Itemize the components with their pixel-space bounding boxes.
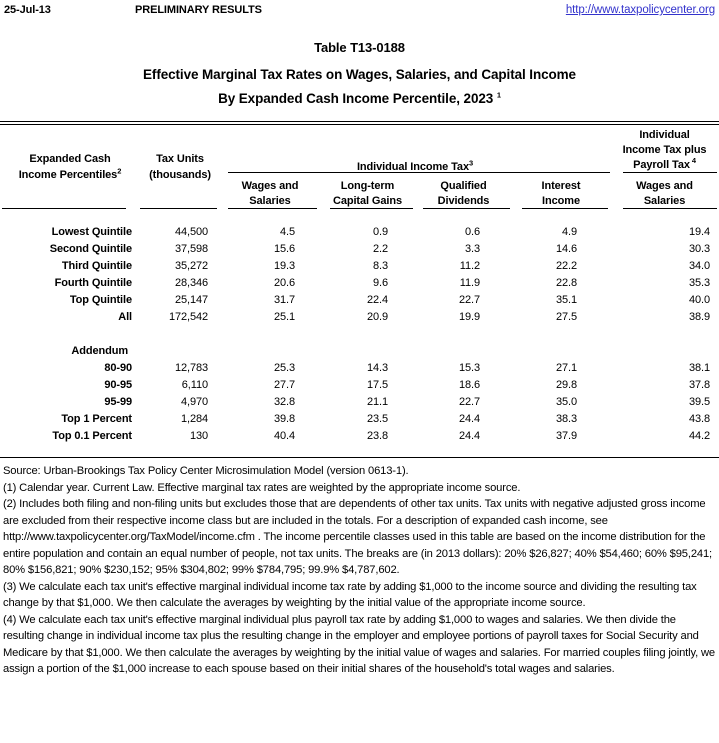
cell-value: 0.9 (373, 226, 388, 238)
cell-value: 44.2 (689, 430, 711, 442)
row-label: 80-90 (104, 362, 132, 374)
cell-value: 2.2 (373, 243, 388, 255)
cell-value: 1,284 (180, 413, 208, 425)
row-label: Top 1 Percent (61, 413, 132, 425)
cell-value: 130 (189, 430, 208, 442)
cell-value: 18.6 (458, 379, 480, 391)
header-line: Expanded Cash (29, 153, 111, 165)
cell-value: 24.4 (458, 413, 480, 425)
header-line: Wages and (636, 180, 693, 192)
footnote-2: (2) Includes both filing and non-filing units but excludes those that are dependents of other tax units. Tax units with negative adjusted gross income are excluded from their respective income class but are included in the totals. For a description of expanded cash income, see http://www.taxpolicycenter.org/TaxModel/income.cfm . The income percentile classes used in this table are based on the income distribution for the entire population and contain an equal number of people, not tax units. The breaks are (in 2013 dollars): 20% $26,827; 40% $54,460; 60% $95,241; 80% $156,821; 90% $230,152; 95% $304,802; 99% $784,795; 99.9% $4,787,602. (3, 498, 713, 576)
footnote-4: (4) We calculate each tax unit's effective marginal individual plus payroll tax rate by adding $1,000 to wages and salaries. We then divide the resulting change in individual income tax plus the resulting change in the employer and employee portions of payroll taxes for Social Security and Medicare by that $1,000. We then calculate the averages by weighting by the initial value of wages and salaries. For married couples filing jointly, we assign a portion of the $1,000 increase to each spouse based on their initial shares of the household's total wages and salaries. (3, 613, 715, 675)
cell-value: 30.3 (689, 243, 711, 255)
cell-value: 22.4 (366, 294, 388, 306)
table-row (0, 292, 719, 309)
cell-value: 29.8 (556, 379, 578, 391)
header-line: Individual (639, 129, 690, 141)
empty-cell (140, 343, 719, 360)
cell-value: 31.7 (273, 294, 295, 306)
cell-value: 27.7 (273, 379, 295, 391)
cell-value: 38.9 (689, 311, 711, 323)
cell-value: 22.2 (556, 260, 578, 272)
footnote-ref-2: 2 (117, 166, 122, 176)
spacer (0, 326, 719, 343)
row-label: 90-95 (104, 379, 132, 391)
col-header-qualified-dividends (415, 173, 512, 209)
tax-rates-table (0, 125, 719, 457)
cell-value: 14.3 (366, 362, 388, 374)
table-row (0, 241, 719, 258)
addendum-header-row (0, 343, 719, 360)
spacer (0, 445, 719, 457)
cell-value: 9.6 (373, 277, 388, 289)
cell-value: 38.3 (556, 413, 578, 425)
cell-value: 32.8 (273, 396, 295, 408)
header-line: Income Tax plus (622, 144, 707, 156)
table-row (0, 377, 719, 394)
cell-value: 37.8 (689, 379, 711, 391)
cell-value: 11.9 (459, 277, 480, 289)
col-header-wages-and-salaries (220, 173, 320, 209)
footnote-3: (3) We calculate each tax unit's effective marginal individual income tax rate by adding $1,000 to the income source and dividing the resulting tax change by that $1,000. We then calculate the averages by weighting by the initial value of the appropriate income source. (3, 580, 697, 609)
header-line: Income Percentiles (18, 169, 118, 181)
table-row (0, 428, 719, 445)
header-line: Salaries (643, 195, 686, 207)
table-bottom-rule (0, 457, 719, 458)
group-header-individual-income-tax (220, 125, 610, 173)
cell-value: 25.3 (273, 362, 295, 374)
cell-value: 19.3 (273, 260, 295, 272)
header-line: Wages and (241, 180, 299, 192)
cell-value: 22.7 (458, 396, 480, 408)
row-label: All (118, 311, 132, 323)
table-row (0, 258, 719, 275)
cell-value: 4,970 (180, 396, 208, 408)
cell-value: 12,783 (174, 362, 208, 374)
cell-value: 25,147 (174, 294, 208, 306)
cell-value: 27.5 (556, 311, 578, 323)
cell-value: 44,500 (174, 226, 208, 238)
cell-value: 17.5 (366, 379, 388, 391)
cell-value: 35,272 (174, 260, 208, 272)
cell-value: 25.1 (273, 311, 295, 323)
cell-value: 43.8 (689, 413, 711, 425)
cell-value: 39.8 (273, 413, 295, 425)
cell-value: 23.5 (366, 413, 388, 425)
cell-value: 15.3 (458, 362, 480, 374)
footnote-1: (1) Calendar year. Current Law. Effective marginal tax rates are weighted by the appropriate income source. (3, 481, 521, 494)
cell-value: 20.9 (366, 311, 388, 323)
cell-value: 4.9 (562, 226, 578, 238)
cell-value: 38.1 (689, 362, 711, 374)
cell-value: 0.6 (465, 226, 480, 238)
header-line: Long-term (340, 180, 395, 192)
header-line: Tax Units (156, 153, 204, 165)
cell-value: 35.1 (556, 294, 578, 306)
cell-value: 40.0 (689, 294, 711, 306)
col-header-interest-income (512, 173, 610, 209)
cell-value: 21.1 (366, 396, 388, 408)
table-row (0, 309, 719, 326)
cell-value: 4.5 (280, 226, 295, 238)
cell-value: 34.0 (689, 260, 711, 272)
table-row (0, 275, 719, 292)
cell-value: 19.4 (689, 226, 711, 238)
cell-value: 22.8 (556, 277, 578, 289)
col-header-long-term-capital-gains (320, 173, 415, 209)
row-label: 95-99 (104, 396, 132, 408)
col-header-expanded-cash-income-percentiles (0, 125, 140, 209)
table-row (0, 411, 719, 428)
header-line: Qualified (440, 180, 487, 192)
cell-value: 6,110 (181, 379, 208, 391)
table-number-title: Table T13-0188 (314, 40, 405, 55)
cell-value: 19.9 (458, 311, 480, 323)
footnotes-section (0, 463, 719, 678)
page-subtitle (0, 91, 719, 106)
header-line: Individual Income Tax (356, 161, 469, 173)
cell-value: 37,598 (174, 243, 208, 255)
cell-value: 3.3 (465, 243, 480, 255)
row-label: Lowest Quintile (51, 226, 132, 238)
header-line: Interest (541, 180, 581, 192)
footnote-ref-3: 3 (468, 158, 474, 168)
addendum-label: Addendum (71, 345, 128, 357)
table-row (0, 394, 719, 411)
cell-value: 15.6 (273, 243, 295, 255)
group-header-income-tax-plus-payroll-tax (610, 125, 719, 173)
cell-value: 11.2 (459, 260, 480, 272)
cell-value: 39.5 (689, 396, 711, 408)
header-line: Capital Gains (333, 195, 402, 207)
cell-value: 22.7 (458, 294, 480, 306)
footnote-ref-4: 4 (691, 156, 696, 166)
header-line: (thousands) (149, 169, 211, 181)
cell-value: 8.3 (373, 260, 388, 272)
cell-value: 20.6 (273, 277, 295, 289)
spacer (0, 209, 719, 224)
row-label: Third Quintile (61, 260, 132, 272)
source-note: Source: Urban-Brookings Tax Policy Center Microsimulation Model (version 0613-1). (3, 465, 409, 477)
row-label: Second Quintile (49, 243, 132, 255)
table-row (0, 360, 719, 377)
subtitle-text: By Expanded Cash Income Percentile, 2023 (218, 91, 494, 106)
header-line: Payroll Tax (633, 159, 690, 171)
cell-value: 14.6 (556, 243, 578, 255)
cell-value: 28,346 (174, 277, 208, 289)
cell-value: 35.0 (556, 396, 578, 408)
cell-value: 172,542 (168, 311, 208, 323)
preliminary-results-label: PRELIMINARY RESULTS (135, 4, 262, 16)
document-date: 25-Jul-13 (4, 4, 51, 16)
header-line: Income (542, 195, 580, 207)
cell-value: 23.8 (366, 430, 388, 442)
row-label: Fourth Quintile (54, 277, 132, 289)
table-row (0, 224, 719, 241)
footnote-ref-1: 1 (496, 90, 501, 100)
cell-value: 24.4 (458, 430, 480, 442)
page-title: Effective Marginal Tax Rates on Wages, Salaries, and Capital Income (143, 67, 576, 82)
cell-value: 35.3 (689, 277, 711, 289)
col-header-payroll-wages-and-salaries (610, 173, 719, 209)
cell-value: 27.1 (556, 362, 578, 374)
row-label: Top 0.1 Percent (52, 430, 132, 442)
cell-value: 37.9 (556, 430, 578, 442)
cell-value: 40.4 (273, 430, 295, 442)
header-line: Dividends (437, 195, 490, 207)
top-bar (0, 4, 719, 20)
taxpolicycenter-link[interactable]: http://www.taxpolicycenter.org (565, 4, 715, 16)
row-label: Top Quintile (69, 294, 132, 306)
col-header-tax-units (140, 125, 220, 209)
header-line: Salaries (249, 195, 291, 207)
